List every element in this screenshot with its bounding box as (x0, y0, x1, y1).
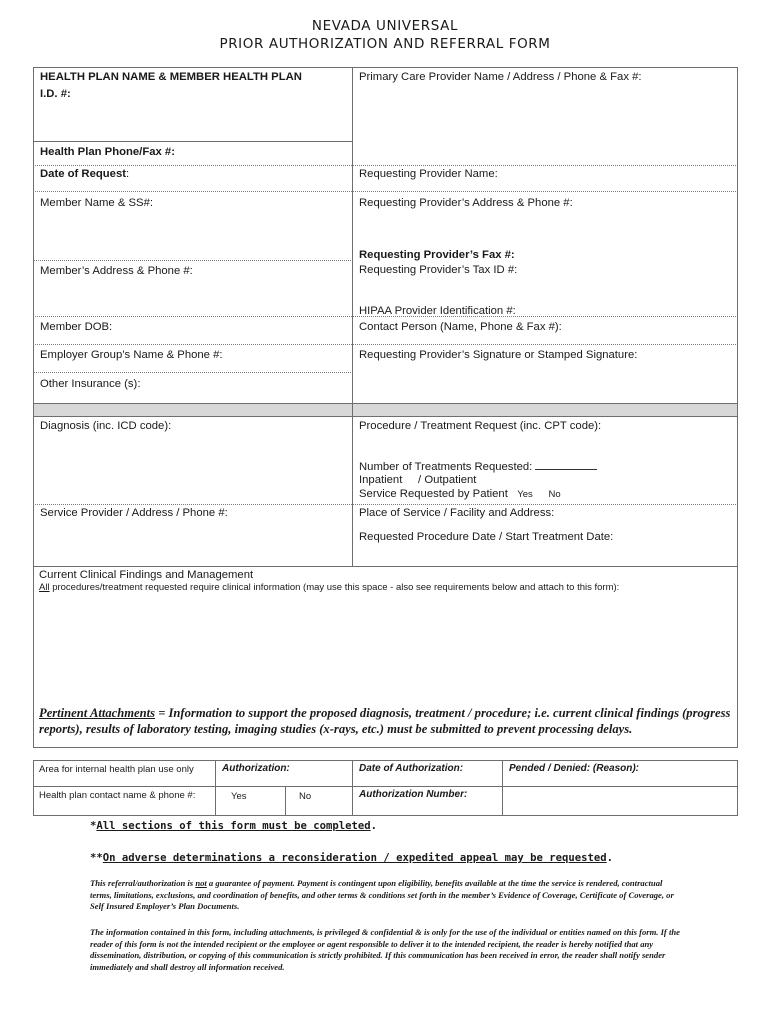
confidentiality-notice: The information contained in this form, including attachments, is privileged & confidential & is only for the use of the individual or entities named on this form. If the reader of this form is not the intended recipient or the employee or agent responsible to deliver it to the intended recipient, the reader is hereby notified that any dissemination, distribution, or copying of this communication is strictly prohibited. If this communication has been received in error, the reader shall notify sender immediately and shall destroy all information received. (90, 927, 680, 972)
requesting-provider-fax-label: Requesting Provider’s Fax #: (359, 249, 515, 261)
inpatient-option[interactable]: Inpatient (359, 474, 403, 486)
member-address-label: Member’s Address & Phone #: (40, 265, 193, 277)
health-plan-phone-label: Health Plan Phone/Fax #: (40, 146, 175, 158)
number-of-treatments-label: Number of Treatments Requested: (359, 460, 597, 473)
requesting-provider-tax-label: Requesting Provider’s Tax ID #: (359, 264, 518, 276)
authorization-label: Authorization: (222, 763, 290, 774)
pcp-label: Primary Care Provider Name / Address / Phone & Fax #: (359, 71, 642, 83)
service-yes-option[interactable]: Yes (517, 489, 533, 500)
internal-area-label: Area for internal health plan use only (39, 764, 194, 775)
pended-denied-label: Pended / Denied: (Reason): (509, 763, 640, 774)
requesting-provider-name-label: Requesting Provider Name: (359, 168, 498, 180)
service-no-option[interactable]: No (548, 489, 561, 500)
form-title-line1: NEVADA UNIVERSAL (311, 18, 459, 34)
date-of-authorization-label: Date of Authorization: (359, 763, 464, 774)
procedure-request-label: Procedure / Treatment Request (inc. CPT code): (359, 420, 602, 432)
service-provider-label: Service Provider / Address / Phone #: (40, 507, 228, 519)
form-title-line2: PRIOR AUTHORIZATION AND REFERRAL FORM (219, 36, 551, 52)
adverse-determination-note: **On adverse determinations a reconsideration / expedited appeal may be requested. (90, 852, 614, 864)
clinical-requirement-note: All procedures/treatment requested require clinical information (may use this space - also see requirements below and attach to this form): (39, 582, 620, 593)
signature-label: Requesting Provider’s Signature or Stamped Signature: (359, 349, 638, 361)
member-dob-label: Member DOB: (40, 321, 113, 333)
health-plan-name-label: HEALTH PLAN NAME & MEMBER HEALTH PLAN (40, 71, 302, 83)
service-requested-by-patient: Service Requested by Patient Yes No (359, 488, 561, 500)
treatments-blank-line[interactable] (535, 460, 597, 470)
contact-person-label: Contact Person (Name, Phone & Fax #): (359, 321, 562, 333)
diagnosis-label: Diagnosis (inc. ICD code): (40, 420, 172, 432)
date-of-request-label: Date of Request: (40, 168, 130, 180)
pertinent-attachments-note: Pertinent Attachments = Information to support the proposed diagnosis, treatment / procedure; i.e. current clinical findings (progress reports), results of laboratory testing, imaging studies (x-rays, etc.) must be submitted to prevent processing delays. (39, 706, 731, 736)
health-plan-id-label: I.D. #: (40, 88, 71, 100)
clinical-findings-heading: Current Clinical Findings and Management (39, 569, 254, 581)
member-name-label: Member Name & SS#: (40, 197, 154, 209)
employer-group-label: Employer Group’s Name & Phone #: (40, 349, 223, 361)
hipaa-id-label: HIPAA Provider Identification #: (359, 305, 516, 317)
all-sections-note: *All sections of this form must be completed. (90, 820, 378, 832)
outpatient-option[interactable]: / Outpatient (418, 474, 477, 486)
requesting-provider-address-label: Requesting Provider’s Address & Phone #: (359, 197, 573, 209)
authorization-no-option[interactable]: No (299, 791, 312, 802)
procedure-date-label: Requested Procedure Date / Start Treatment Date: (359, 531, 614, 543)
authorization-yes-option[interactable]: Yes (231, 791, 247, 802)
place-of-service-label: Place of Service / Facility and Address: (359, 507, 555, 519)
plan-contact-label: Health plan contact name & phone #: (39, 790, 196, 801)
payment-disclaimer: This referral/authorization is not a guarantee of payment. Payment is contingent upon eligibility, benefits available at the time the service is rendered, contractual terms, limitations, exclusions, and coordination of benefits, and other terms & conditions set forth in the member’s Evidence of Coverage, Certificate of Coverage, or Self Insured Employer’s Plan Documents. (90, 878, 674, 912)
inpatient-outpatient (359, 474, 476, 486)
other-insurance-label: Other Insurance (s): (40, 378, 141, 390)
authorization-number-label: Authorization Number: (359, 789, 468, 800)
